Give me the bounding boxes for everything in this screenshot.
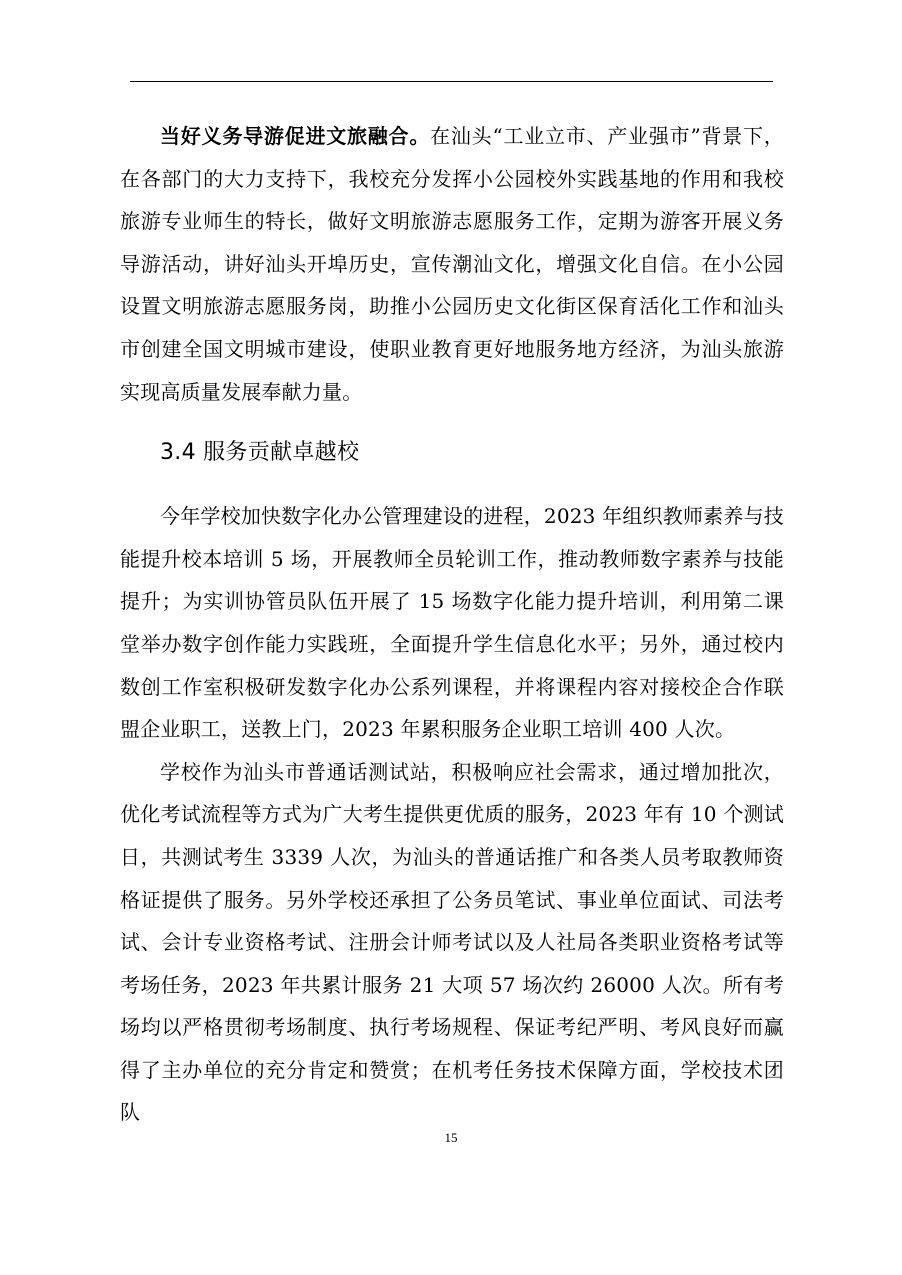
page-number: 15 bbox=[444, 1130, 458, 1145]
paragraph-tourism bbox=[120, 115, 784, 413]
paragraph-text: 在汕头“工业立市、产业强市”背景下，在各部门的大力支持下，我校充分发挥小公园校外实践基地的作用和我校旅游专业师生的特长，做好文明旅游志愿服务工作，定期为游客开展义务导游活动，讲好汕头开埠历史，宣传潮汕文化，增强文化自信。在小公园设置文明旅游志愿服务岗，助推小公园历史文化街区保育活化工作和汕头市创建全国文明城市建设，使职业教育更好地服务地方经济，为汕头旅游实现高质量发展奉献力量。 bbox=[120, 124, 784, 404]
paragraph-testing-station: 学校作为汕头市普通话测试站，积极响应社会需求，通过增加批次，优化考试流程等方式为广大考生提供更优质的服务，2023 年有 10 个测试日，共测试考生 3339 人次，为汕头的普通话推广和各类人员考取教师资格证提供了服务。另外学校还承担了公务员笔试、事业单位面试、司法考试、会计专业资格考试、注册会计师考试以及人社局各类职业资格考试等考场任务，2023 年共累计服务 21 大项 57 场次约 26000 人次。所有考场均以严格贯彻考场制度、执行考场规程、保证考纪严明、考风良好而赢得了主办单位的充分肯定和赞赏；在机考任务技术保障方面，学校技术团队 bbox=[120, 759, 784, 1125]
section-heading: 3.4 服务贡献卓越校 bbox=[160, 440, 360, 466]
paragraph-lead: 当好义务导游促进文旅融合。 bbox=[160, 124, 431, 148]
header-rule bbox=[130, 81, 773, 82]
paragraph-digital-office: 今年学校加快数字化办公管理建设的进程，2023 年组织教师素养与技能提升校本培训 5 场，开展教师全员轮训工作，推动教师数字素养与技能提升；为实训协管员队伍开展了 15 场数字化能力提升培训，利用第二课堂举办数字创作能力实践班，全面提升学生信息化水平；另外，通过校内数创工作室积极研发数字化办公系列课程，并将课程内容对接校企合作联盟企业职工，送教上门，2023 年累积服务企业职工培训 400 人次。 bbox=[120, 504, 784, 742]
document-body bbox=[120, 115, 784, 1134]
